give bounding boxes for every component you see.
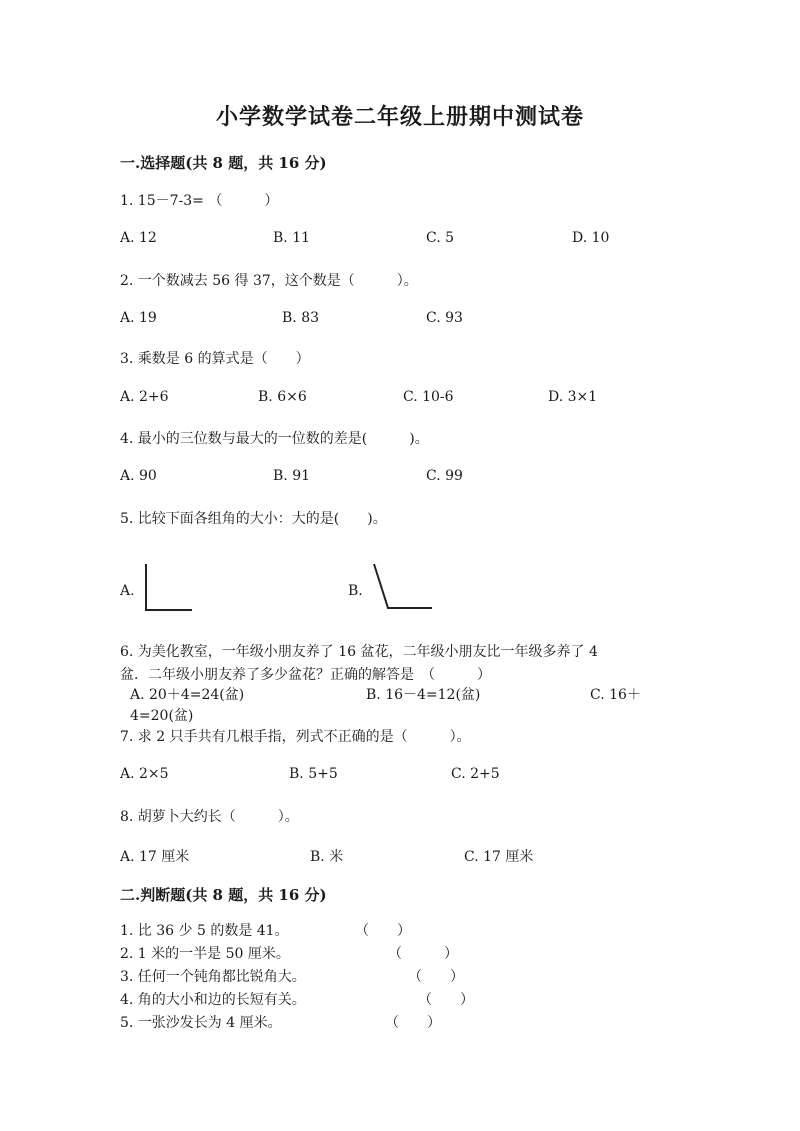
q2-option-b: B. 83 — [282, 310, 320, 326]
q8-option-a: A. 17 厘米 — [120, 849, 190, 865]
question-5: 5. 比较下面各组角的大小：大的是( )。 — [120, 511, 387, 527]
tf-item-1: 1. 比 36 少 5 的数是 41。 — [120, 923, 289, 939]
tf-item-2: 2. 1 米的一半是 50 厘米。 — [120, 946, 290, 962]
q1-option-d: D. 10 — [572, 230, 610, 246]
q7-option-a: A. 2×5 — [120, 766, 169, 782]
question-3: 3. 乘数是 6 的算式是（ ） — [120, 351, 310, 367]
q4-option-a: A. 90 — [120, 468, 157, 484]
question-7: 7. 求 2 只手共有几根手指，列式不正确的是（ ）。 — [120, 729, 471, 745]
q5-option-b: B. — [348, 583, 363, 599]
tf-item-3: 3. 任何一个钝角都比锐角大。 — [120, 969, 306, 985]
q3-option-a: A. 2+6 — [120, 389, 169, 405]
right-angle-figure — [140, 560, 200, 615]
q1-option-b: B. 11 — [273, 230, 311, 246]
tf-item-4: 4. 角的大小和边的长短有关。 — [120, 992, 306, 1008]
q7-option-c: C. 2+5 — [451, 766, 500, 782]
tf-item-3-paren: （ ） — [408, 969, 464, 985]
q4-option-c: C. 99 — [426, 468, 463, 484]
question-8: 8. 胡萝卜大约长（ ）。 — [120, 809, 299, 825]
q2-option-c: C. 93 — [426, 310, 463, 326]
q5-option-a: A. — [120, 583, 135, 599]
section-heading-true-false: 二.判断题(共 8 题，共 16 分) — [120, 886, 327, 904]
q3-option-c: C. 10-6 — [403, 389, 454, 405]
q3-option-b: B. 6×6 — [258, 389, 307, 405]
q7-option-b: B. 5+5 — [289, 766, 338, 782]
tf-item-1-paren: （ ） — [355, 923, 411, 939]
q2-option-a: A. 19 — [120, 310, 157, 326]
exam-title: 小学数学试卷二年级上册期中测试卷 — [215, 104, 584, 130]
q1-option-a: A. 12 — [120, 230, 157, 246]
section-heading-choice: 一.选择题(共 8 题，共 16 分) — [120, 154, 327, 172]
question-2: 2. 一个数减去 56 得 37，这个数是（ ）。 — [120, 273, 418, 289]
q6-option-a: A. 20＋4=24(盆) — [130, 687, 245, 703]
q6-option-b: B. 16－4=12(盆) — [366, 687, 481, 703]
tf-item-4-paren: （ ） — [418, 992, 474, 1008]
tf-item-5-paren: （ ） — [385, 1015, 441, 1031]
question-1: 1. 15－7-3= （ ） — [120, 193, 279, 209]
question-6-line-1: 6. 为美化教室，一年级小朋友养了 16 盆花，二年级小朋友比一年级多养了 4 — [120, 644, 598, 660]
q6-option-c: C. 16＋ — [590, 687, 641, 703]
q8-option-b: B. 米 — [310, 849, 344, 865]
question-6-line-2: 盆．二年级小朋友养了多少盆花？正确的解答是 （ ） — [120, 667, 491, 683]
q8-option-c: C. 17 厘米 — [464, 849, 534, 865]
q4-option-b: B. 91 — [273, 468, 311, 484]
question-4: 4. 最小的三位数与最大的一位数的差是( )。 — [120, 431, 429, 447]
tf-item-5: 5. 一张沙发长为 4 厘米。 — [120, 1015, 282, 1031]
q1-option-c: C. 5 — [426, 230, 455, 246]
obtuse-angle-figure — [368, 560, 438, 615]
tf-item-2-paren: （ ） — [388, 946, 458, 962]
q6-option-c-continued: 4=20(盆) — [130, 708, 194, 724]
q3-option-d: D. 3×1 — [548, 389, 598, 405]
